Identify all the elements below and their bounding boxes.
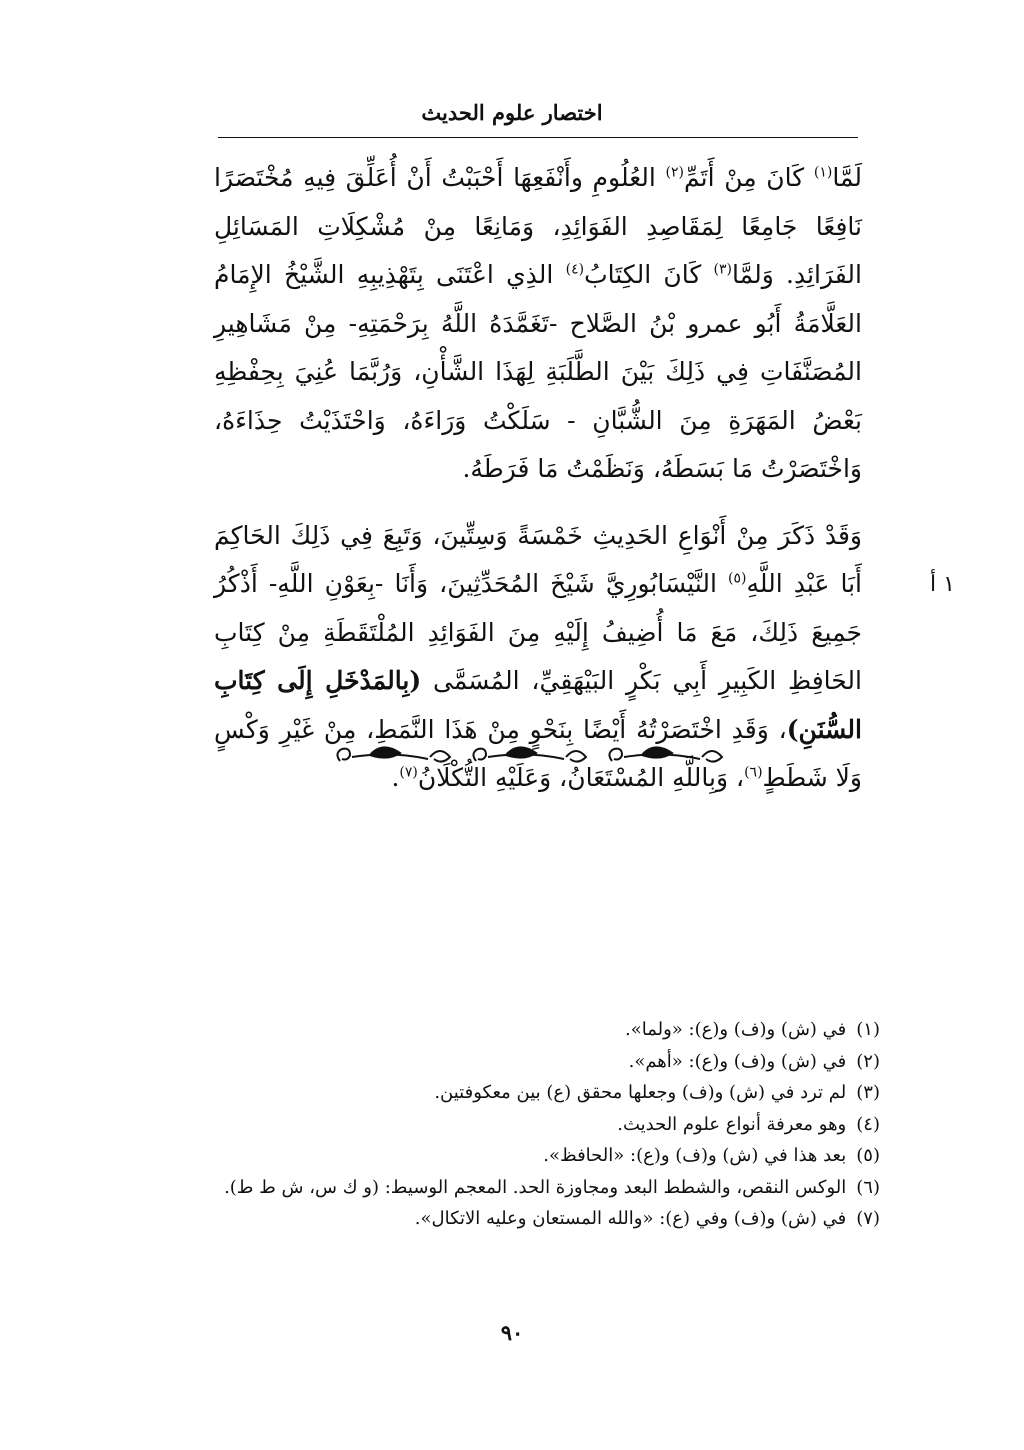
book-title-bold: (بِالمَدْخَلِ إِلَى كِتَابِ السُّنَنِ): [214, 666, 862, 744]
footnote-ref-5: (٥): [728, 570, 747, 587]
footnote-text: وهو معرفة أنواع علوم الحديث.: [617, 1113, 847, 1135]
footnote-ref-6: (٦): [744, 764, 763, 781]
text-segment: ، وَبِاللَّهِ المُسْتَعَانُ، وَعَلَيْهِ التُّكْلَانُ: [417, 763, 745, 792]
ornament-motif: [337, 747, 450, 761]
paragraph-1: [214, 154, 862, 494]
footnote-number: (٣): [856, 1082, 880, 1103]
footnote-text: في (ش) و(ف) و(ع): «أهم».: [628, 1050, 847, 1072]
main-text: [214, 154, 862, 803]
text-segment: العُلُومِ وأَنْفَعِهَا أَحْبَبْتُ أَنْ أُعَلِّقَ فِيهِ مُخْتَصَرًا نَافِعًا جَامِعًا لِمَقَاصِدِ الفَوَائِدِ، وَمَانِعًا مِنْ مُشْكِلَاتِ المَسَائِلِ الفَرَائِدِ. وَلمَّا: [214, 163, 862, 289]
footnote-item: [130, 1046, 880, 1078]
footnote-item: [130, 1014, 880, 1046]
ornament-motif: [609, 747, 722, 761]
text-segment: كَانَ الكِتَابُ: [584, 260, 714, 289]
footnote-number: (٥): [856, 1145, 880, 1166]
footnote-ref-2: (٢): [665, 164, 684, 181]
footnote-ref-3: (٣): [713, 261, 732, 278]
text-segment: ، وَقَدِ اخْتَصَرْتُهُ أَيْضًا بِنَحْوٍ مِنْ هَذَا النَّمَطِ، مِنْ غَيْرِ وَكْسٍ وَلَا شَطَطٍ: [214, 714, 862, 792]
footnote-item: [130, 1140, 880, 1172]
text-segment: كَانَ مِنْ أَتَمِّ: [684, 163, 814, 192]
footnote-text: في (ش) و(ف) و(ع): «ولما».: [625, 1019, 847, 1040]
footnote-item: [130, 1203, 880, 1235]
footnote-number: (٢): [856, 1050, 880, 1072]
footnote-text: الوكس النقص، والشطط البعد ومجاوزة الحد. المعجم الوسيط: (و ك س، ش ط ط).: [224, 1176, 847, 1198]
header-divider: [218, 137, 858, 138]
footnotes: [130, 1014, 880, 1235]
ornament-divider-icon: [330, 739, 742, 775]
footnote-number: (٤): [856, 1113, 880, 1135]
ornament-motif: [473, 747, 586, 761]
manuscript-folio-marker: ١ أ: [930, 572, 955, 597]
footnote-item: [130, 1109, 880, 1141]
footnote-ref-1: (١): [813, 164, 833, 181]
footnote-item: [130, 1077, 880, 1109]
text-segment: .: [391, 763, 400, 792]
footnote-number: (٦): [856, 1176, 880, 1198]
page-number: ٩٠: [500, 1320, 524, 1345]
footnote-item: [130, 1172, 880, 1204]
footnote-text: بعد هذا في (ش) و(ف) و(ع): «الحافظ».: [543, 1145, 847, 1166]
text-segment: وَقَدْ ذَكَرَ مِنْ أَنْوَاعِ الحَدِيثِ خَمْسَةً وَسِتِّينَ، وَتَبِعَ فِي ذَلِكَ الحَاكِمَ أَبَا عَبْدِ اللَّهِ: [214, 520, 862, 598]
footnote-text: في (ش) و(ف) وفي (ع): «والله المستعان وعليه الاتكال».: [414, 1208, 847, 1229]
text-segment: النَّيْسَابُورِيَّ شَيْخَ المُحَدِّثِينَ، وَأَنَا -بِعَوْنِ اللَّهِ- أَذْكُرُ جَمِيعَ ذَلِكَ، مَعَ مَا أُضِيفُ إِلَيْهِ مِنَ الفَوَائِدِ المُلْتَقَطَةِ مِنْ كِتَابِ الحَافِظِ الكَبِيرِ أَبِي بَكْرٍ البَيْهَقِيِّ، المُسَمَّى: [214, 569, 862, 695]
footnote-number: (١): [856, 1019, 880, 1040]
footnote-ref-4: (٤): [565, 261, 585, 278]
text-segment: لَمَّا: [832, 163, 863, 192]
footnote-text: لم ترد في (ش) و(ف) وجعلها محقق (ع) بين معكوفتين.: [434, 1082, 847, 1103]
footnote-ref-7: (٧): [399, 764, 418, 781]
footnote-number: (٧): [856, 1208, 880, 1229]
running-header-title: اختصار علوم الحديث: [421, 100, 603, 125]
text-segment: الذِي اعْتَنَى بِتَهْذِيبِهِ الشَّيْخُ الإِمَامُ العَلَّامَةُ أَبُو عمرو بْنُ الصَّلاح -تَغَمَّدَهُ اللَّهُ بِرَحْمَتِهِ- مِنْ مَشَاهِيرِ المُصَنَّفَاتِ فِي ذَلِكَ بَيْنَ الطَّلَبَةِ لِهَذَا الشَّأْنِ، وَرُبَّمَا عُنِيَ بِحِفْظِهِ بَعْضُ المَهَرَةِ مِنَ الشُّبَّانِ - سَلَكْتُ وَرَاءَهُ، وَاحْتَذَيْتُ حِذَاءَهُ، وَاخْتَصَرْتُ مَا بَسَطَهُ، وَنَظَمْتُ مَا فَرَطَهُ.: [214, 260, 862, 483]
